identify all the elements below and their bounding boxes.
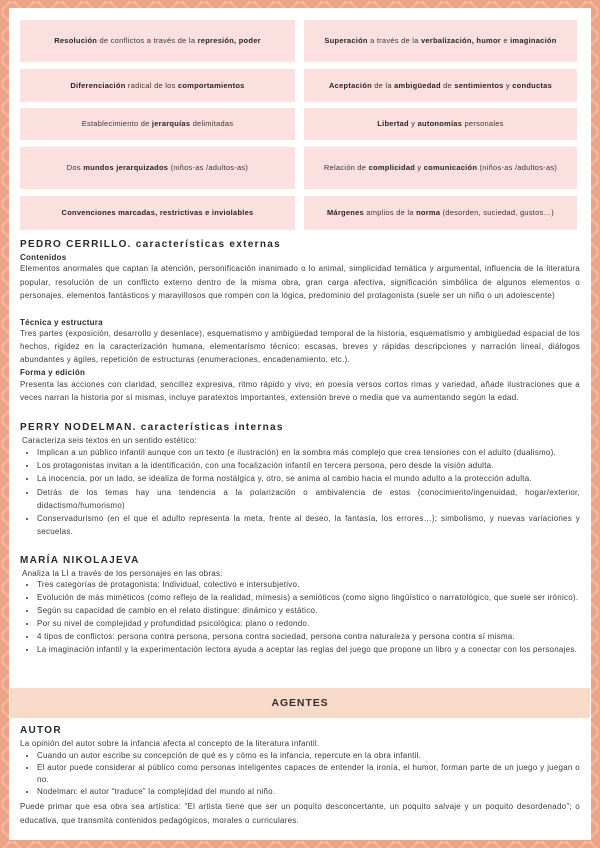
comparison-cell-left (20, 69, 295, 102)
banner-label: AGENTES (271, 697, 329, 709)
bold-text-run: norma (416, 208, 441, 217)
paragraph-contenidos: Elementos anormales que captan la atención, personificación inanimado o lo animal, simplicidad temática y argumental, influencia de la literatura popular, resolución de un conflicto externo dentro de la misma obra, gran carga afectiva, significación simbólica de algunos elementos o personajes, elementos fantásticos y maravillosos que rompen con la lógica, predominio del protagonista (suele ser un niño o un adolescente) (20, 264, 580, 300)
list-item: • 4 tipos de conflictos: persona contra persona, persona contra sociedad, persona contra naturaleza y persona contra sí misma. (37, 631, 580, 644)
text-run: de (440, 80, 455, 90)
text-run: (niños-as /adultos-as) (477, 163, 558, 172)
bold-text-run: represión, poder (197, 36, 261, 45)
text-run: de conflictos a través de la (97, 36, 198, 45)
text-run: Establecimiento de (81, 119, 152, 128)
list-item: • Detrás de los temas hay una tendencia a la polarización o ambivalencia de estos (conocimiento/ingenuidad, hogar/exterior, didactismo/humorismo) (37, 486, 580, 512)
bold-text-run: Diferenciación (70, 80, 126, 90)
list-item: • Los protagonistas invitan a la identificación, con una focalización infantil en tercera persona, pero desde la visión adulta. (37, 459, 580, 472)
cell-text (62, 208, 254, 218)
text-run: e (500, 36, 511, 45)
list-item: • Por su nivel de complejidad y profundidad psicológica: plano o redondo. (37, 618, 580, 631)
cell-text (324, 163, 557, 173)
bold-text-run: verbalización, humor (420, 36, 501, 45)
bold-text-run: comunicación (423, 163, 478, 172)
text-run: Relación de (323, 163, 369, 172)
list-item: • Cuando un autor escribe su concepción de qué es y cómo es la infancia, repercute en la obra infantil. (37, 750, 580, 762)
comparison-cell-right (304, 147, 577, 189)
text-run: (niños-as /adultos-as) (168, 163, 249, 172)
paragraph-tecnica: Tres partes (exposición, desarrollo y desenlace), esquematismo y ambigüedad temporal de la historia, esquematismo y ambigüedad espacial de los hechos, rigidez en la caracterización humana, elementarismo técnico: escasas, breves y rápidas descripciones y narración lineal, diálogos abundantes y ágiles, repetición de estructuras (enumeraciones, encadenamiento. etc.). (20, 329, 580, 364)
list-item: • Según su capacidad de cambio en el relato distingue: dinámico y estático. (37, 605, 580, 618)
bold-text-run: imaginación (510, 36, 557, 45)
cell-text (329, 81, 552, 91)
comparison-cell-right (304, 69, 577, 102)
text-run: delimitadas (190, 119, 234, 128)
section-heading-cerrillo: PEDRO CERRILLO. características externas (20, 239, 281, 250)
text-run: amplios de la (363, 208, 417, 217)
section-heading-nodelman: PERRY NODELMAN. características internas (20, 422, 284, 433)
comparison-cell-left (20, 147, 295, 189)
subheading-tecnica: Técnica y estructura (20, 318, 103, 327)
section-intro: Analiza la LI a través de los personajes en las obras: (22, 569, 223, 578)
list-item: • El autor puede considerar al público como personas inteligentes capaces de entender la ironía, el humor, forman parte de un juego y juegan o no. (37, 762, 580, 787)
paragraph-closing: Puede primar que esa obra sea artística: “El artista tiene que ser un poquito desconcertante, un poquito salvaje y un poquito desordenado”; o educativa, que transmita contenidos pedagógicos, morales o curriculares. (20, 802, 580, 825)
bold-text-run: jerarquías (151, 119, 191, 128)
cell-text (67, 163, 248, 173)
list-item: • La inocencia, por un lado, se idealiza de forma nostálgica y, otro, se anima al cambio hacia el mundo adulto a la protección adulta. (37, 472, 580, 485)
bullet-list-autor (20, 750, 580, 799)
text-run: y (503, 80, 513, 90)
text-run: personales (462, 119, 504, 128)
text-run: y (408, 119, 418, 128)
list-item: • Conservadurismo (en el que el adulto representa la meta, frente al deseo, la fantasía, los errores…); simbolismo, y nuevas variaciones y secuelas. (37, 512, 580, 538)
list-item: • La imaginación infantil y la experimentación lectora ayuda a aceptar las reglas del juego que propone un libro y a conectar con los personajes. (37, 644, 580, 657)
cell-text (82, 119, 234, 129)
bold-text-run: autonomías (417, 119, 463, 128)
subheading-contenidos: Contenidos (20, 253, 67, 262)
list-item: • Implican a un público infantil aunque con un texto (e ilustración) en la sombra más complejo que crea tensiones con el adulto (dualismo). (37, 446, 580, 459)
bold-text-run: Convenciones marcadas, restrictivas e inviolables (61, 208, 254, 217)
text-run: y (415, 163, 424, 172)
cell-text (377, 119, 503, 129)
comparison-cell-left (20, 196, 295, 230)
comparison-cell-right (304, 20, 577, 62)
bullet-list-nikolajeva (20, 579, 580, 656)
text-run: a través de la (367, 36, 421, 45)
paragraph-forma: Presenta las acciones con claridad, sencillez expresiva, ritmo rápido y vivo; en poesía versos cortos rimas y variedad, añade ilustraciones que a veces narran la historia por sí mismas, incluye paratextos importantes, extensión breve o media que va aumentando según la edad. (20, 380, 580, 402)
cell-text (324, 36, 556, 46)
bold-text-run: Libertad (377, 119, 409, 128)
bullet-list-nodelman (20, 446, 580, 538)
section-heading-autor: AUTOR (20, 725, 62, 736)
list-item: • Evolución de más miméticos (como reflejo de la realidad, mímesis) a semióticos (como signo lingüístico o narratológico, que suele ser irónico). (37, 592, 580, 605)
bold-text-run: Márgenes (326, 208, 364, 217)
bold-text-run: ambigüedad (394, 80, 441, 90)
cell-text (70, 81, 244, 91)
bold-text-run: Resolución (54, 36, 98, 45)
list-item: • Tres categorías de protagonista: Individual, colectivo e intersubjetivo. (37, 579, 580, 592)
bold-text-run: complicidad (368, 163, 416, 172)
bold-text-run: sentimientos (454, 80, 504, 90)
section-heading-nikolajeva: MARÍA NIKOLAJEVA (20, 555, 140, 566)
agentes-banner (10, 688, 590, 718)
comparison-cell-left (20, 108, 295, 140)
cell-text (54, 36, 261, 46)
comparison-cell-left (20, 20, 295, 62)
comparison-cell-right (304, 108, 577, 140)
subheading-forma: Forma y edición (20, 368, 86, 377)
bold-text-run: comportamientos (177, 80, 245, 90)
bold-text-run: mundos jerarquizados (83, 163, 169, 172)
bold-text-run: conductas (512, 80, 553, 90)
section-intro: Caracteriza seis textos en un sentido estético: (22, 436, 197, 445)
bold-text-run: Superación (324, 36, 368, 45)
list-item: • Nodelman: el autor “traduce” la complejidad del mundo al niño. (37, 786, 580, 798)
text-run: (desorden, suciedad, gustos…) (440, 208, 555, 217)
bold-text-run: Aceptación (328, 80, 372, 90)
text-run: Dos (66, 163, 84, 172)
comparison-cell-right (304, 196, 577, 230)
section-intro: La opinión del autor sobre la infancia afecta al concepto de la literatura infantil. (20, 739, 320, 748)
text-run: radical de los (125, 80, 178, 90)
text-run: de la (371, 80, 395, 90)
cell-text (327, 208, 554, 218)
